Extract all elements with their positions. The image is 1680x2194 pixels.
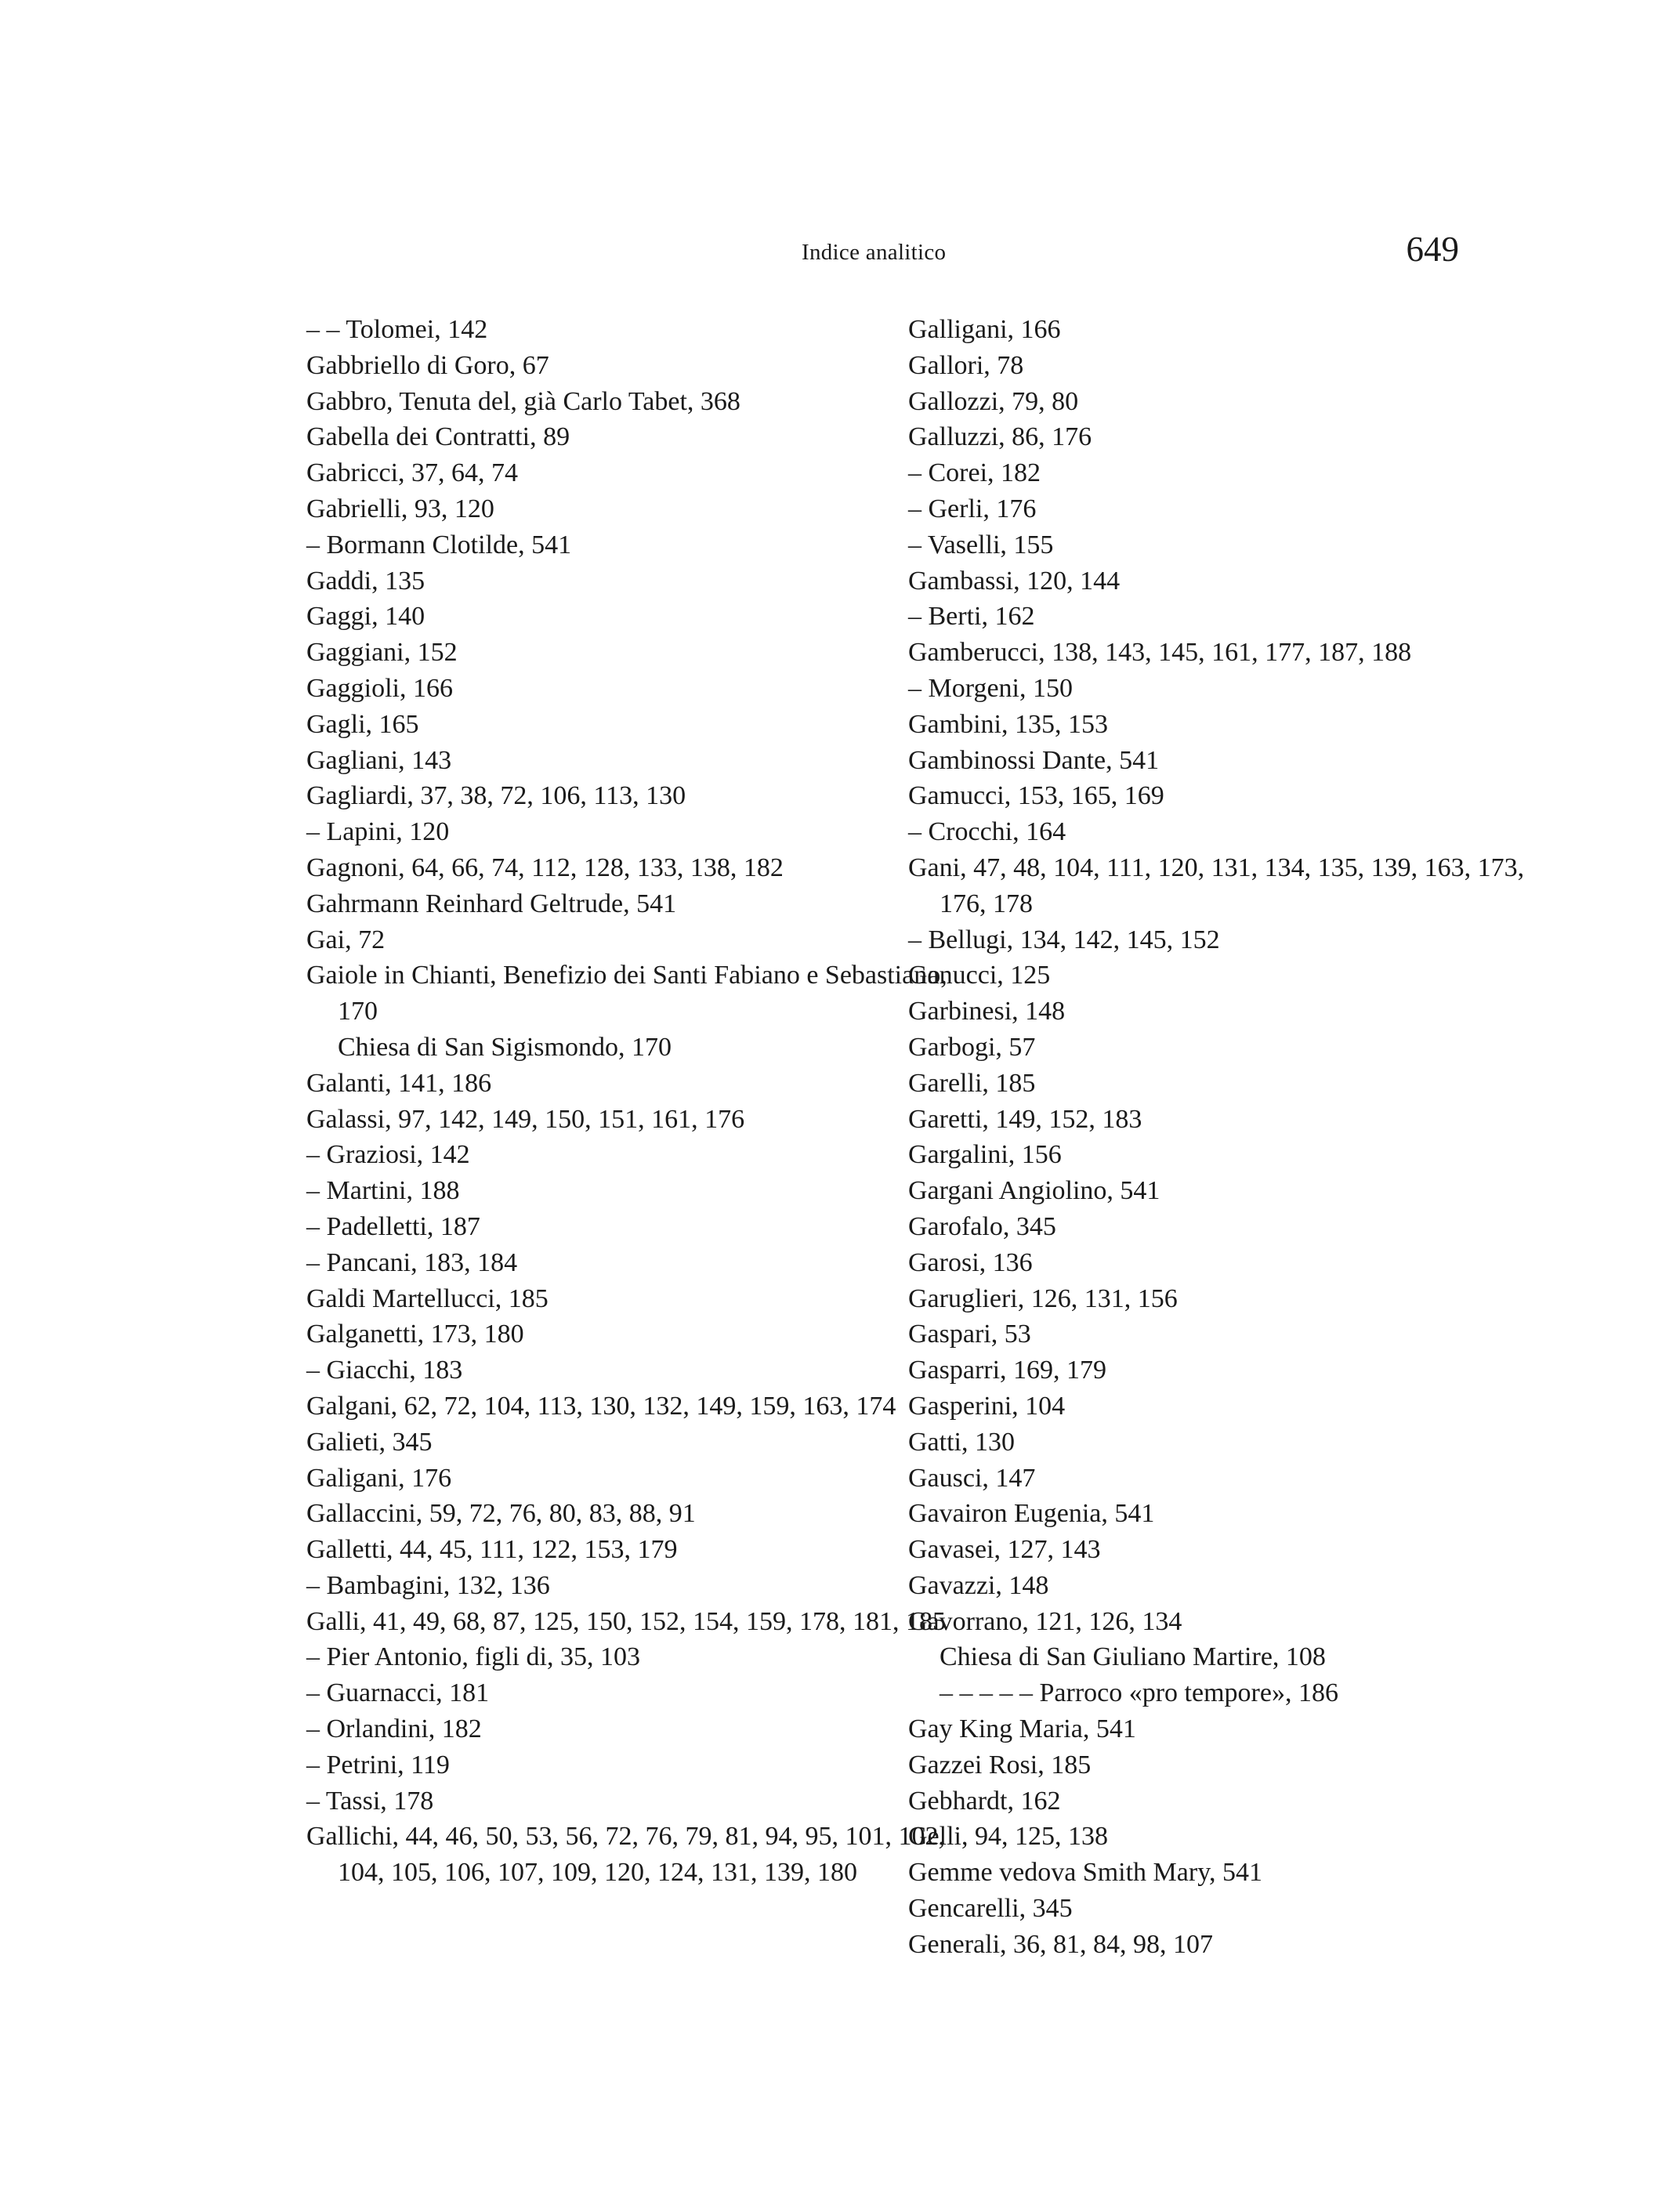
index-entry: Galli, 41, 49, 68, 87, 125, 150, 152, 154, 159, 178, 181, 185 bbox=[306, 1606, 946, 1636]
index-entry: Gavorrano, 121, 126, 134 bbox=[908, 1606, 1182, 1636]
page-number: 649 bbox=[1406, 230, 1459, 269]
index-entry: Galassi, 97, 142, 149, 150, 151, 161, 176 bbox=[306, 1104, 745, 1134]
index-entry: Gabbro, Tenuta del, già Carlo Tabet, 368 bbox=[306, 386, 740, 416]
index-entry: – Graziosi, 142 bbox=[306, 1140, 470, 1170]
index-entry: Gaggi, 140 bbox=[306, 602, 425, 632]
index-entry: Gabrielli, 93, 120 bbox=[306, 494, 494, 523]
index-entry: – Gerli, 176 bbox=[908, 494, 1037, 523]
index-entry: Garelli, 185 bbox=[908, 1068, 1036, 1098]
index-entry: Galletti, 44, 45, 111, 122, 153, 179 bbox=[306, 1535, 678, 1565]
index-entry: Gargalini, 156 bbox=[908, 1140, 1062, 1170]
index-entry: – Corei, 182 bbox=[908, 458, 1041, 488]
index-entry: Garofalo, 345 bbox=[908, 1211, 1056, 1241]
index-entry: – Vaselli, 155 bbox=[908, 530, 1054, 559]
index-entry: Gelli, 94, 125, 138 bbox=[908, 1822, 1108, 1852]
index-entry: Gagliani, 143 bbox=[306, 745, 452, 775]
index-entry: – Orlandini, 182 bbox=[306, 1714, 482, 1744]
index-entry: Gaddi, 135 bbox=[306, 566, 425, 596]
index-entry: Gargani Angiolino, 541 bbox=[908, 1176, 1160, 1206]
index-entry: – Padelletti, 187 bbox=[306, 1211, 480, 1241]
index-entry: – Guarnacci, 181 bbox=[306, 1678, 490, 1708]
index-entry: Galluzzi, 86, 176 bbox=[908, 422, 1092, 452]
index-entry: Gagli, 165 bbox=[306, 709, 419, 739]
index-entry: Generali, 36, 81, 84, 98, 107 bbox=[908, 1929, 1214, 1959]
index-entry: Gallaccini, 59, 72, 76, 80, 83, 88, 91 bbox=[306, 1499, 696, 1529]
index-entry: Gani, 47, 48, 104, 111, 120, 131, 134, 135, 139, 163, 173, 176, 178 bbox=[908, 853, 1525, 918]
index-entry: Gaggiani, 152 bbox=[306, 638, 458, 668]
index-entry: Gagliardi, 37, 38, 72, 106, 113, 130 bbox=[306, 781, 686, 811]
index-column-left bbox=[306, 312, 949, 1891]
index-entry: Ganucci, 125 bbox=[908, 961, 1051, 990]
index-entry: Gebhardt, 162 bbox=[908, 1786, 1061, 1816]
index-entry: Gausci, 147 bbox=[908, 1463, 1036, 1493]
index-entry: Gay King Maria, 541 bbox=[908, 1714, 1136, 1744]
index-entry: Gabbriello di Goro, 67 bbox=[306, 350, 549, 380]
index-entry: Gahrmann Reinhard Geltrude, 541 bbox=[306, 889, 677, 918]
index-entry: Gallichi, 44, 46, 50, 53, 56, 72, 76, 79, 81, 94, 95, 101, 102, 104, 105, 106, 107, 109, 120, 124, 131, 139, 180 bbox=[306, 1822, 946, 1888]
index-entry: Gemme vedova Smith Mary, 541 bbox=[908, 1858, 1262, 1888]
index-entry: – Martini, 188 bbox=[306, 1176, 460, 1206]
index-entry: Gavairon Eugenia, 541 bbox=[908, 1499, 1155, 1529]
index-entry: Gaspari, 53 bbox=[908, 1320, 1031, 1349]
index-entry: Gazzei Rosi, 185 bbox=[908, 1750, 1092, 1779]
index-entry: – – Tolomei, 142 bbox=[306, 315, 488, 344]
index-entry: Garetti, 149, 152, 183 bbox=[908, 1104, 1142, 1134]
index-entry: Gatti, 130 bbox=[908, 1427, 1015, 1457]
index-entry: – Bellugi, 134, 142, 145, 152 bbox=[908, 925, 1220, 954]
index-entry: Garosi, 136 bbox=[908, 1247, 1033, 1277]
index-entry: Galieti, 345 bbox=[306, 1427, 433, 1457]
index-entry: Garuglieri, 126, 131, 156 bbox=[908, 1283, 1178, 1313]
index-entry: Galligani, 166 bbox=[908, 315, 1061, 344]
index-entry: Chiesa di San Giuliano Martire, 108 bbox=[940, 1642, 1326, 1672]
index-entry: Gasparri, 169, 179 bbox=[908, 1356, 1107, 1385]
index-entry: – Pancani, 183, 184 bbox=[306, 1247, 518, 1277]
index-entry: Galgani, 62, 72, 104, 113, 130, 132, 149, 159, 163, 174 bbox=[306, 1391, 896, 1421]
index-entry: Gaggioli, 166 bbox=[306, 673, 453, 703]
index-entry: – – – – – Parroco «pro tempore», 186 bbox=[940, 1678, 1338, 1708]
index-entry: Gai, 72 bbox=[306, 925, 386, 954]
index-entry: Gamberucci, 138, 143, 145, 161, 177, 187, 188 bbox=[908, 638, 1412, 668]
index-entry: Gagnoni, 64, 66, 74, 112, 128, 133, 138, 182 bbox=[306, 853, 784, 882]
running-head: Indice analitico bbox=[802, 240, 947, 265]
index-entry: Gencarelli, 345 bbox=[908, 1894, 1073, 1924]
index-entry: Chiesa di San Sigismondo, 170 bbox=[338, 1032, 672, 1062]
index-entry: Galigani, 176 bbox=[306, 1463, 452, 1493]
index-entry: – Morgeni, 150 bbox=[908, 673, 1073, 703]
index-entry: – Petrini, 119 bbox=[306, 1750, 450, 1779]
index-entry: Gabella dei Contratti, 89 bbox=[306, 422, 570, 452]
index-entry: Gavazzi, 148 bbox=[908, 1570, 1049, 1600]
index-entry: Galganetti, 173, 180 bbox=[306, 1320, 524, 1349]
index-entry: Gasperini, 104 bbox=[908, 1391, 1066, 1421]
index-entry: Gambini, 135, 153 bbox=[908, 709, 1108, 739]
index-entry: Gavasei, 127, 143 bbox=[908, 1535, 1101, 1565]
index-entry: Gambassi, 120, 144 bbox=[908, 566, 1121, 596]
index-entry: Galdi Martellucci, 185 bbox=[306, 1283, 549, 1313]
index-entry: Gamucci, 153, 165, 169 bbox=[908, 781, 1164, 811]
index-entry: – Crocchi, 164 bbox=[908, 817, 1066, 847]
index-entry: Gallozzi, 79, 80 bbox=[908, 386, 1079, 416]
index-column-right bbox=[908, 312, 1535, 1963]
index-entry: Garbogi, 57 bbox=[908, 1032, 1036, 1062]
index-entry: Gallori, 78 bbox=[908, 350, 1024, 380]
index-entry: – Lapini, 120 bbox=[306, 817, 450, 847]
index-entry: Galanti, 141, 186 bbox=[306, 1068, 492, 1098]
index-entry: – Giacchi, 183 bbox=[306, 1356, 463, 1385]
index-entry: – Berti, 162 bbox=[908, 602, 1035, 632]
index-entry: – Tassi, 178 bbox=[306, 1786, 434, 1816]
index-entry: – Bambagini, 132, 136 bbox=[306, 1570, 550, 1600]
index-entry: – Pier Antonio, figli di, 35, 103 bbox=[306, 1642, 640, 1672]
index-entry: Gabricci, 37, 64, 74 bbox=[306, 458, 519, 488]
index-entry: Gambinossi Dante, 541 bbox=[908, 745, 1160, 775]
index-entry: – Bormann Clotilde, 541 bbox=[306, 530, 572, 559]
index-entry: Garbinesi, 148 bbox=[908, 997, 1066, 1026]
index-entry: Gaiole in Chianti, Benefizio dei Santi Fabiano e Sebastiano, 170 bbox=[306, 961, 947, 1026]
